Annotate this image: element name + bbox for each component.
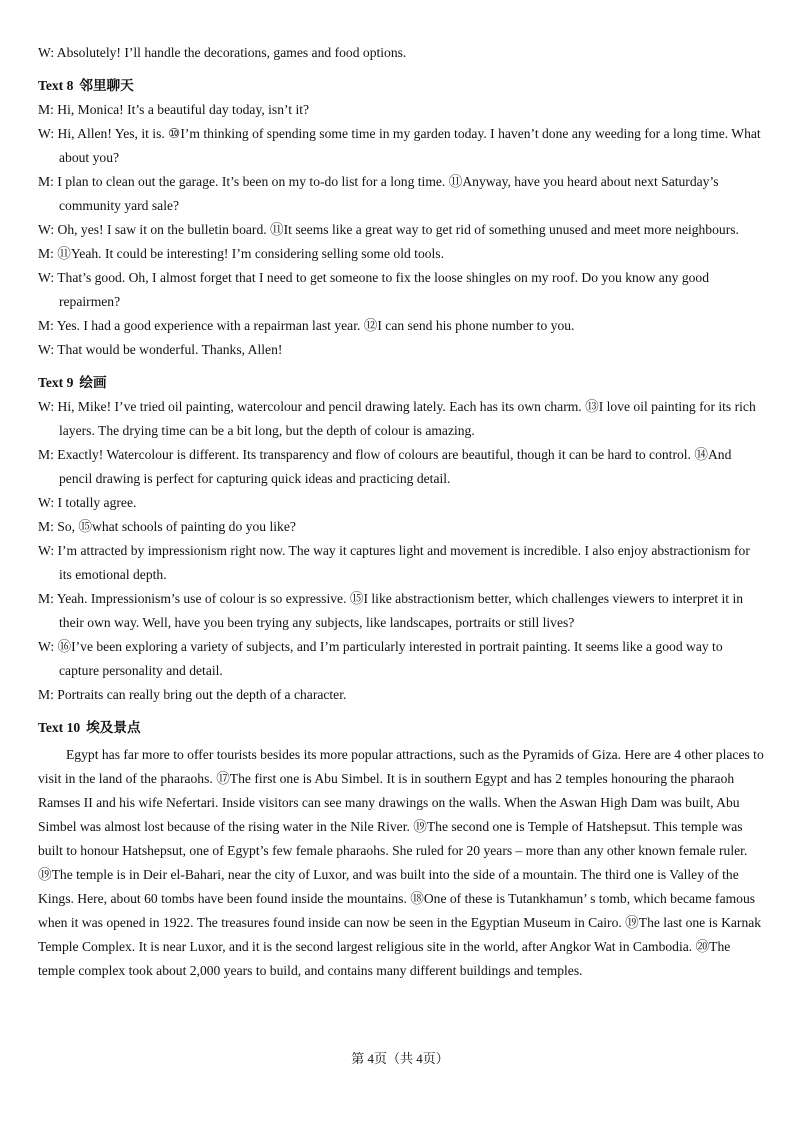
- dialogue-line: M: Hi, Monica! It’s a beautiful day today, isn’t it?: [38, 102, 310, 117]
- dialogue-line: W: Hi, Mike! I’ve tried oil painting, watercolour and pencil drawing lately. Each has its own charm. ⑬I love oil painting for its rich layers. The drying time can be a bit long, but the depth of colour is amazing.: [38, 399, 756, 438]
- carryover-line: W: Absolutely! I’ll handle the decorations, games and food options.: [38, 45, 407, 60]
- dialogue-line: M: Yes. I had a good experience with a repairman last year. ⑫I can send his phone number to you.: [38, 318, 575, 333]
- text8-title-zh: 邻里聊天: [79, 78, 134, 93]
- text8-title: Text 8: [38, 78, 74, 93]
- dialogue-line: M: I plan to clean out the garage. It’s been on my to-do list for a long time. ⑪Anyway, have you heard about next Saturday’s community yard sale?: [38, 174, 719, 213]
- dialogue-line: M: Yeah. Impressionism’s use of colour is so expressive. ⑮I like abstractionism better, which challenges viewers to interpret it in their own way. Well, have you been trying any subjects, like landscapes, portraits or still lives?: [38, 591, 744, 630]
- dialogue-line: M: Portraits can really bring out the depth of a character.: [38, 687, 347, 702]
- dialogue-line: M: Exactly! Watercolour is different. Its transparency and flow of colours are beautiful, though it can be hard to control. ⑭And pencil drawing is perfect for capturing quick ideas and practicing detail.: [38, 447, 732, 486]
- dialogue-line: W: That’s good. Oh, I almost forget that I need to get someone to fix the loose shingles on my roof. Do you know any good repairmen?: [38, 270, 710, 309]
- text8-heading: [38, 74, 764, 98]
- text9-title-zh: 绘画: [79, 375, 107, 390]
- dialogue-line: W: That would be wonderful. Thanks, Allen!: [38, 342, 283, 357]
- dialogue-line: W: I’m attracted by impressionism right now. The way it captures light and movement is incredible. I also enjoy abstractionism for its emotional depth.: [38, 543, 750, 582]
- text10-heading: [38, 716, 764, 740]
- page-footer: 第 4页（共 4页）: [351, 1051, 449, 1066]
- dialogue-line: W: I totally agree.: [38, 495, 137, 510]
- page-content: [38, 41, 764, 983]
- text9-title: Text 9: [38, 375, 74, 390]
- text10-title: Text 10: [38, 720, 81, 735]
- dialogue-line: M: So, ⑮what schools of painting do you like?: [38, 519, 296, 534]
- dialogue-line: W: Hi, Allen! Yes, it is. ⑩I’m thinking of spending some time in my garden today. I haven’t done any weeding for a long time. What about you?: [38, 126, 761, 165]
- text9-heading: [38, 371, 764, 395]
- text10-passage: Egypt has far more to offer tourists besides its more popular attractions, such as the Pyramids of Giza. Here are 4 other places to visit in the land of the pharaohs. ⑰The first one is Abu Simbel. It is in southern Egypt and has 2 temples honouring the pharaoh Ramses II and his wife Nefertari. Inside visitors can see many drawings on the walls. When the Aswan High Dam was built, Abu Simbel was almost lost because of the rising water in the Nile River. ⑲The second one is Temple of Hatshepsut. This temple was built to honour Hatshepsut, one of Egypt’s few female pharaohs. She ruled for 20 years – more than any other known female ruler. ⑲The temple is in Deir el-Bahari, near the city of Luxor, and was built into the side of a mountain. The third one is Valley of the Kings. Here, about 60 tombs have been found inside the mountains. ⑱One of these is Tutankhamun’ s tomb, which became famous when it was opened in 1922. The treasures found inside can now be seen in the Egyptian Museum in Cairo. ⑲The last one is Karnak Temple Complex. It is near Luxor, and it is the second largest religious site in the world, after Angkor Wat in Cambodia. ⑳The temple complex took about 2,000 years to build, and contains many different buildings and temples.: [38, 747, 764, 978]
- text10-title-zh: 埃及景点: [86, 720, 141, 735]
- dialogue-line: W: ⑯I’ve been exploring a variety of subjects, and I’m particularly interested in portrait painting. It seems like a good way to capture personality and detail.: [38, 639, 723, 678]
- dialogue-line: W: Oh, yes! I saw it on the bulletin board. ⑪It seems like a great way to get rid of something unused and meet more neighbours.: [38, 222, 739, 237]
- dialogue-line: M: ⑪Yeah. It could be interesting! I’m considering selling some old tools.: [38, 246, 444, 261]
